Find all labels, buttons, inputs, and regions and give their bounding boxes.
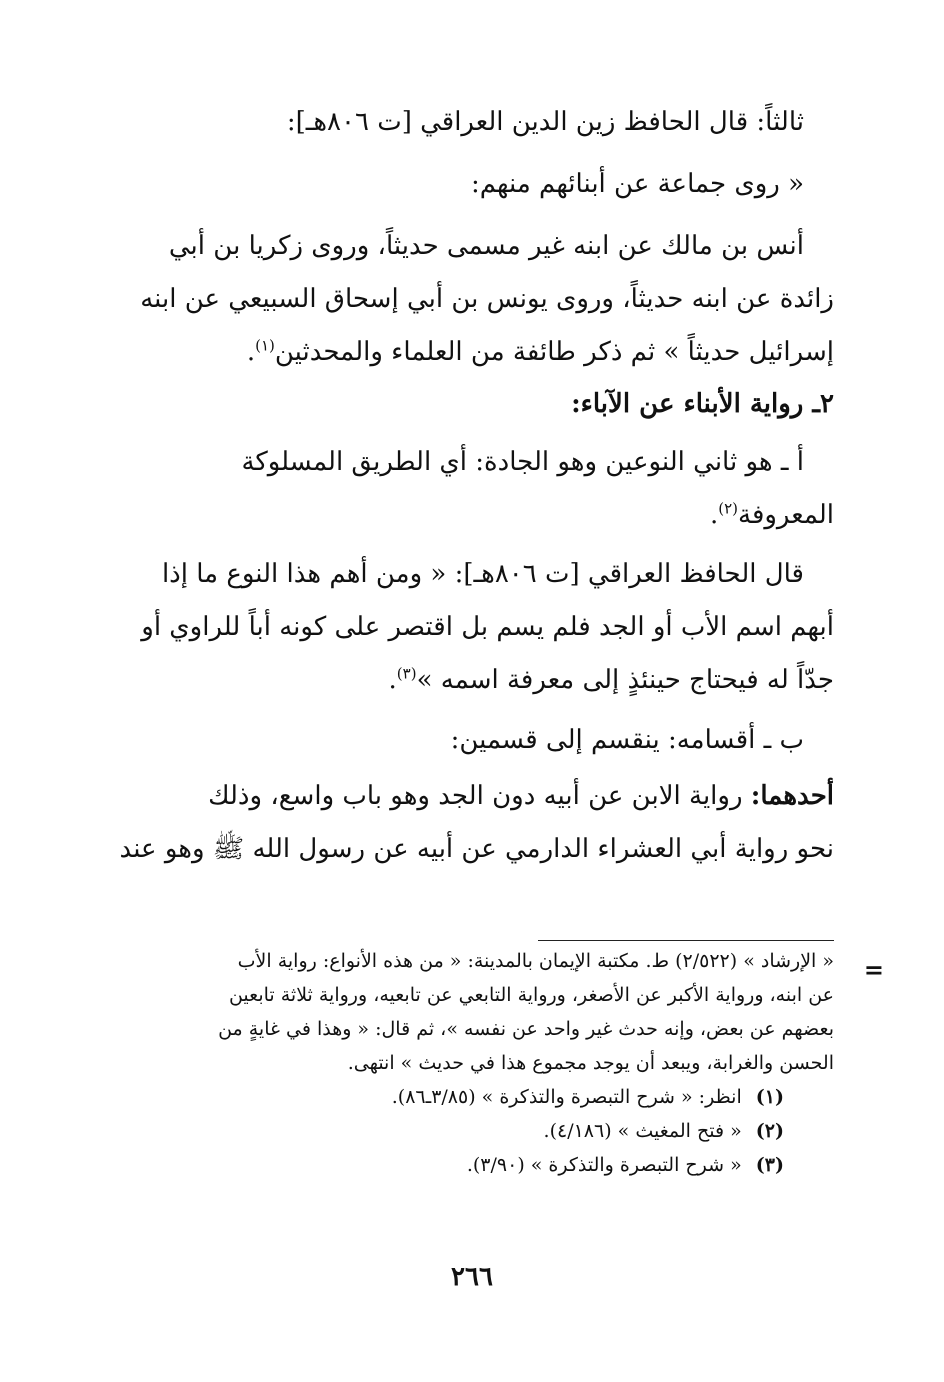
footnote-ref-2[interactable]: (٢) (718, 499, 738, 518)
text-line: أبهم اسم الأب أو الجد فلم يسم بل اقتصر على كونه أباً للراوي أو (141, 612, 834, 642)
text-line: أنس بن مالك عن ابنه غير مسمى حديثاً، وروى زكريا بن أبي (168, 231, 804, 261)
paragraph-thalithan (80, 96, 834, 149)
footnote-item (114, 1148, 834, 1182)
footnote-ref-3[interactable]: (٣) (396, 664, 417, 683)
footnote-number: (٣) (755, 1154, 784, 1176)
footnote-text: « شرح التبصرة والتذكرة » (٣/٩٠). (466, 1154, 742, 1176)
text-line: أ ـ هو ثاني النوعين وهو الجادة: أي الطريق المسلوكة (241, 447, 804, 477)
footnote-line: الحسن والغرابة، ويبعد أن يوجد مجموع هذا في حديث » انتهى. (347, 1052, 834, 1074)
footnote-continuation-mark: = (863, 955, 884, 984)
section-heading (110, 378, 834, 431)
footnote-divider (538, 940, 834, 941)
paragraph-iraqi (110, 548, 834, 707)
text-line: نحو رواية أبي العشراء الدارمي عن أبيه عن رسول الله ﷺ وهو عند (119, 834, 834, 864)
footnote-text: انظر: « شرح التبصرة والتذكرة » (٣/٨٥ـ٨٦). (391, 1086, 742, 1108)
footnote-item (114, 1080, 834, 1114)
heading-text: ٢ـ رواية الأبناء عن الآباء: (571, 389, 834, 419)
paragraph-text: قال الحافظ زين الدين العراقي [ت ٨٠٦هـ]: (286, 107, 749, 137)
footnote-item (114, 1114, 834, 1148)
paragraph-lead: أحدهما: (750, 781, 834, 811)
punctuation: . (709, 500, 719, 530)
paragraph-lead: ثالثاً: (756, 107, 804, 137)
footnote-text: « فتح المغيث » (٤/١٨٦). (543, 1120, 742, 1142)
paragraph-anas (110, 220, 834, 379)
punctuation: . (246, 337, 256, 367)
text-line: رواية الابن عن أبيه دون الجد وهو باب واسع، وذلك (208, 781, 743, 811)
text-line: إسرائيل حديثاً » ثم ذكر طائفة من العلماء والمحدثين (274, 337, 834, 367)
punctuation: . (388, 665, 397, 695)
paragraph-ahaduhuma (110, 770, 834, 876)
footnote-number: (١) (755, 1086, 784, 1108)
text-line: زائدة عن ابنه حديثاً، وروى يونس بن أبي إسحاق السبيعي عن ابنه (140, 284, 834, 314)
footnote-number: (٢) (755, 1120, 784, 1142)
text-line: المعروفة (738, 500, 834, 530)
text-line: جدّاً له فيحتاج حينئذٍ إلى معرفة اسمه » (416, 665, 834, 695)
paragraph-quote-intro (80, 158, 834, 211)
paragraph-text: ب ـ أقسامه: ينقسم إلى قسمين: (450, 725, 804, 755)
paragraph-ba (80, 714, 834, 767)
text-line: قال الحافظ العراقي [ت ٨٠٦هـ]: « ومن أهم هذا النوع ما إذا (161, 559, 804, 589)
page-number: ٢٦٦ (451, 1262, 493, 1292)
paragraph-text: « روى جماعة عن أبنائهم منهم: (470, 169, 804, 199)
footnote-line: « الإرشاد » (٢/٥٢٢) ط. مكتبة الإيمان بالمدينة: « من هذه الأنواع: رواية الأب (237, 950, 834, 972)
footnote-line: عن ابنه، ورواية الأكبر عن الأصغر، ورواية التابعي عن تابعيه، ورواية ثلاثة تابعين (228, 984, 834, 1006)
footnotes-section (114, 944, 834, 1182)
footnote-ref-1[interactable]: (١) (255, 336, 275, 355)
footnote-line: بعضهم عن بعض، وإنه حدث غير واحد عن نفسه »، ثم قال: « وهذا في غايةٍ من (218, 1018, 834, 1040)
paragraph-alif (110, 436, 834, 542)
footnote-carryover (114, 944, 834, 1080)
